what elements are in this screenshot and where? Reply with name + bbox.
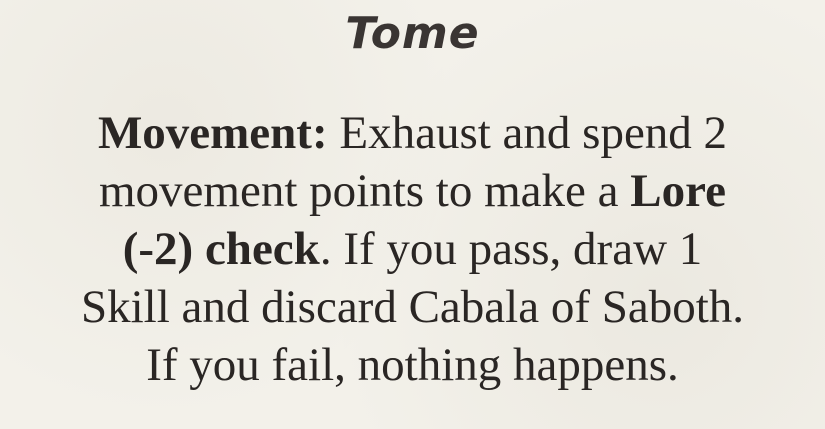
rules-line-1-text: Exhaust and spend 2 [327, 107, 728, 159]
check-skill: Lore [630, 165, 726, 217]
card-rules-text [0, 104, 825, 394]
check-modifier: (-2) check [122, 223, 320, 275]
rules-line-2 [0, 162, 825, 220]
rules-line-3-text: . If you pass, draw 1 [319, 223, 703, 275]
rules-line-1 [0, 104, 825, 162]
keyword-movement: Movement: [97, 107, 328, 159]
rules-line-2-text: movement points to make a [99, 165, 631, 217]
rules-line-3 [0, 220, 825, 278]
card-type-title: Tome [345, 8, 480, 59]
rules-line-4: Skill and discard Cabala of Saboth. [80, 281, 745, 333]
rules-line-5: If you fail, nothing happens. [146, 339, 679, 391]
